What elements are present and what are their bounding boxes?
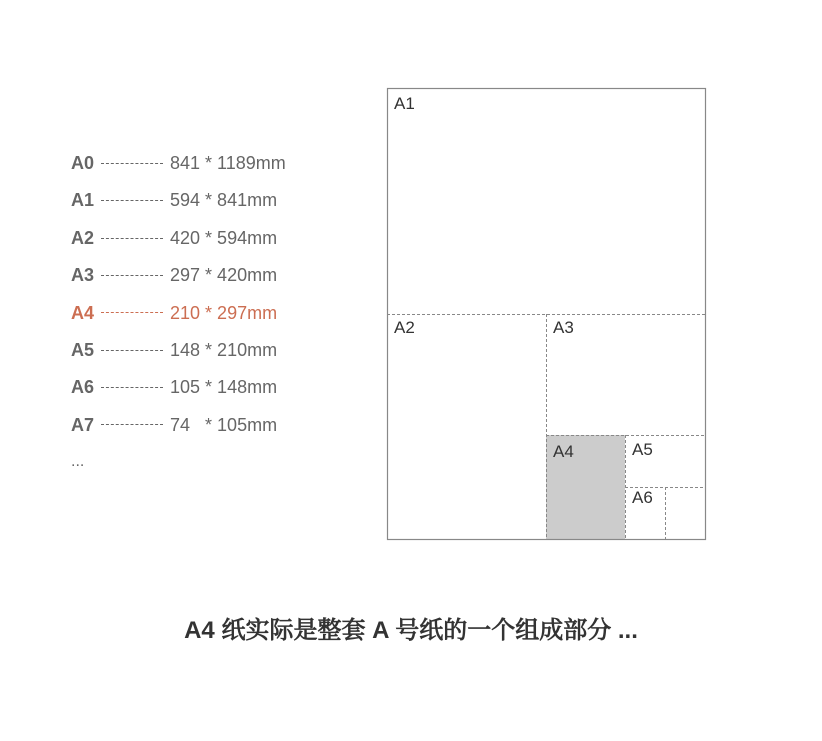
- label-a1: A1: [394, 94, 415, 113]
- size-dimensions: 148 * 210mm: [170, 339, 278, 360]
- size-dimensions: 841 * 1189mm: [170, 153, 286, 173]
- division-lines: [387, 314, 706, 540]
- more-marker: ...: [71, 453, 85, 471]
- size-name: A1: [71, 190, 95, 211]
- size-name: A0: [71, 153, 95, 173]
- label-a6: A6: [632, 488, 653, 507]
- size-dimensions: 594 * 841mm: [170, 190, 278, 211]
- size-dimensions: 297 * 420mm: [170, 265, 278, 286]
- size-name: A7: [71, 414, 95, 435]
- label-a4: A4: [553, 442, 574, 461]
- size-name: A3: [71, 265, 95, 286]
- size-name: A5: [71, 339, 95, 360]
- label-a3: A3: [553, 318, 574, 337]
- size-name: A2: [71, 227, 95, 248]
- size-dimensions: 210 * 297mm: [170, 302, 278, 323]
- size-name: A6: [71, 377, 95, 398]
- size-dimensions: 74 * 105mm: [170, 414, 278, 435]
- size-dimensions: 420 * 594mm: [170, 227, 278, 248]
- label-a5: A5: [632, 440, 653, 459]
- size-name: A4: [71, 302, 95, 323]
- size-dimensions: 105 * 148mm: [170, 377, 278, 398]
- label-a2: A2: [394, 318, 415, 337]
- caption: A4 纸实际是整套 A 号纸的一个组成部分 ...: [184, 617, 638, 644]
